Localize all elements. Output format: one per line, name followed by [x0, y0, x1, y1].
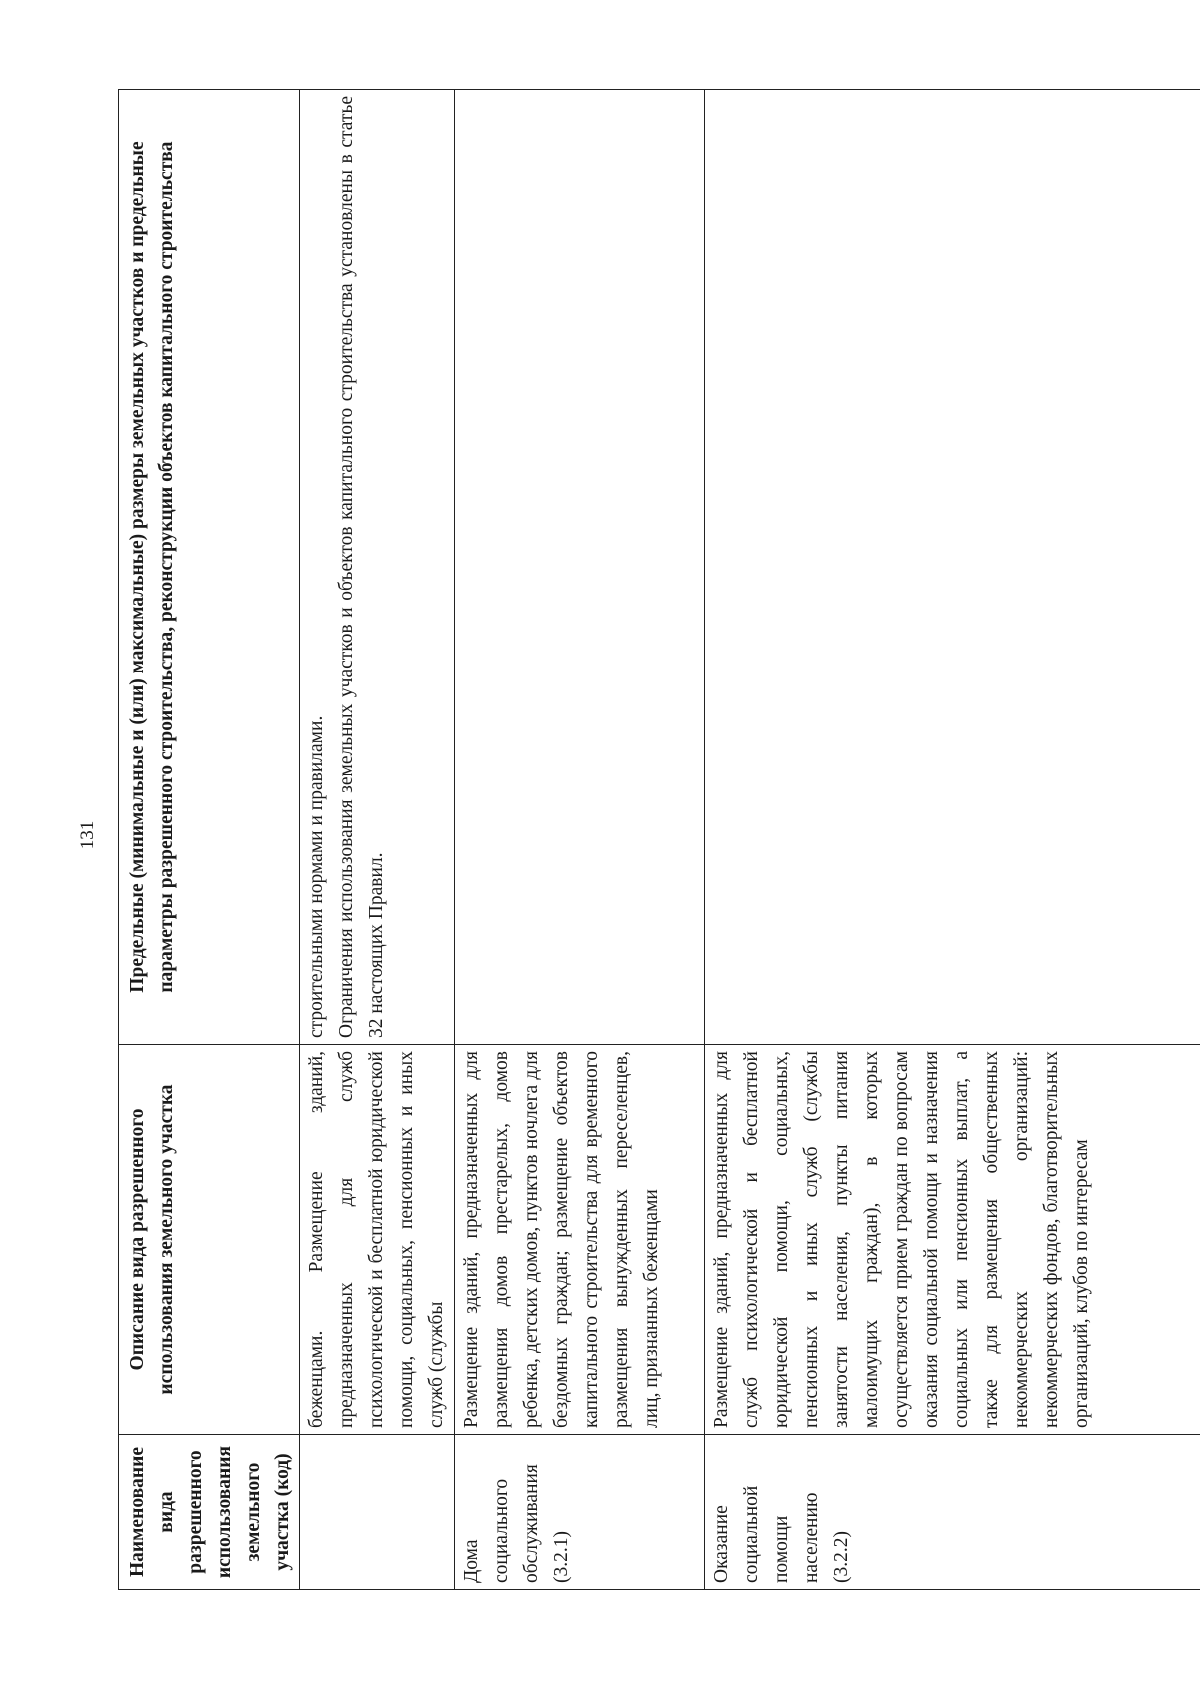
header-use-name: Наименование вида разрешенного использования земельного участка (код) [119, 1435, 300, 1590]
cell-use-name [300, 1435, 455, 1590]
cell-use-description: беженцами. Размещение зданий, предназначенных для служб психологической и бесплатной юридической помощи, социальных, пенсионных и иных служб (службы [300, 1045, 455, 1435]
header-limits: Предельные (минимальные и (или) максимальные) размеры земельных участков и предельные параметры разрешенного строительства, реконструкции объектов капитального строительства [119, 90, 300, 1045]
cell-limits [455, 90, 705, 1045]
limits-restrictions: Ограничения использования земельных участков и объектов капитального строительства установлены в статье 32 настоящих Правил. [336, 96, 387, 1038]
cell-limits [705, 90, 1200, 1045]
page-number: 131 [77, 820, 98, 850]
rotated-page [118, 90, 1178, 1590]
table-header-row [119, 90, 300, 1590]
table-row [705, 90, 1200, 1590]
cell-use-description: Размещение зданий, предназначенных для размещения домов престарелых, домов ребенка, детских домов, пунктов ночлега для бездомных граждан; размещение объектов капитального строительства для временного размещения вынужденных переселенцев, лиц, признанных беженцами [455, 1045, 705, 1435]
table-row [300, 90, 455, 1590]
header-use-description: Описание вида разрешенного использования земельного участка [119, 1045, 300, 1435]
cell-use-description: Размещение зданий, предназначенных для служб психологической и бесплатной юридической помощи, социальных, пенсионных и иных служб (службы занятости населения, пункты питания малоимущих граждан), в которых осуществляется прием граждан по вопросам оказания социальной помощи и назначения социальных или пенсионных выплат, а также для размещения общественных некоммерческих организаций: некоммерческих фондов, благотворительных организаций, клубов по интересам [705, 1045, 1200, 1435]
cell-use-name: Дома социального обслуживания (3.2.1) [455, 1435, 705, 1590]
limits-line: строительными нормами и правилами. [306, 715, 327, 1038]
zoning-regulations-table [118, 89, 1200, 1590]
cell-limits [300, 90, 455, 1045]
table-row [455, 90, 705, 1590]
cell-use-name: Оказание социальной помощи населению (3.2.2) [705, 1435, 1200, 1590]
